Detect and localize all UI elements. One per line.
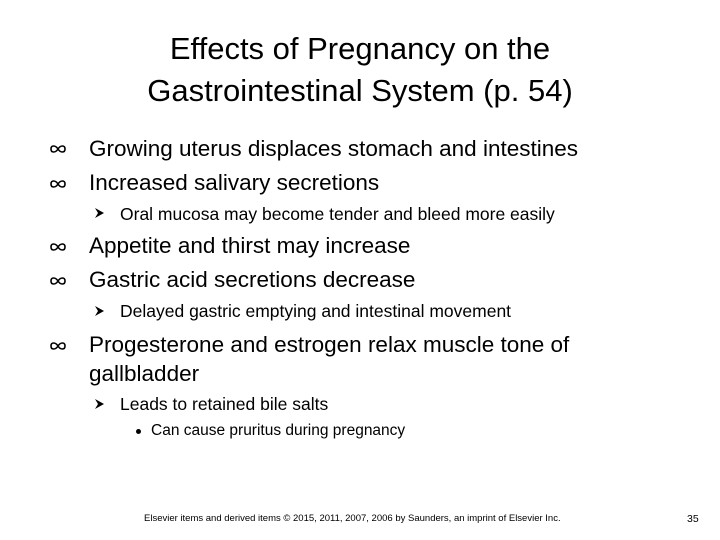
sub-bullet-oral-mucosa: Oral mucosa may become tender and bleed more easily [120, 204, 555, 224]
dot-bullet-icon [136, 429, 141, 434]
bullet-appetite-thirst: Appetite and thirst may increase [89, 233, 411, 258]
infinity-bullet-icon [48, 143, 68, 155]
infinity-bullet-icon [48, 275, 68, 287]
bullet-uterus-displaces: Growing uterus displaces stomach and intestines [89, 136, 579, 161]
arrow-bullet-icon [94, 207, 105, 219]
infinity-bullet-icon [48, 340, 68, 352]
bullet-gastric-acid: Gastric acid secretions decrease [89, 267, 416, 292]
slide-title-line-2: Gastrointestinal System (p. 54) [147, 73, 573, 108]
arrow-bullet-icon [94, 398, 105, 410]
slide-title-line-1: Effects of Pregnancy on the [169, 31, 551, 66]
sub-bullet-bile-salts: Leads to retained bile salts [120, 394, 329, 414]
infinity-bullet-icon [48, 241, 68, 253]
page-number: 35 [687, 513, 699, 525]
slide-title [0, 28, 720, 112]
sub-sub-bullet-pruritus: Can cause pruritus during pregnancy [151, 422, 406, 439]
arrow-bullet-icon [94, 305, 105, 317]
sub-bullet-delayed-gastric: Delayed gastric emptying and intestinal movement [120, 301, 512, 321]
bullet-progesterone-estrogen: Progesterone and estrogen relax muscle tone of [89, 332, 570, 357]
infinity-bullet-icon [48, 178, 68, 190]
bullet-progesterone-estrogen-continued: gallbladder [89, 361, 200, 386]
bullet-salivary-secretions: Increased salivary secretions [89, 170, 380, 195]
copyright-footer: Elsevier items and derived items © 2015, 2011, 2007, 2006 by Saunders, an imprint of Elsevier Inc. [144, 513, 561, 524]
